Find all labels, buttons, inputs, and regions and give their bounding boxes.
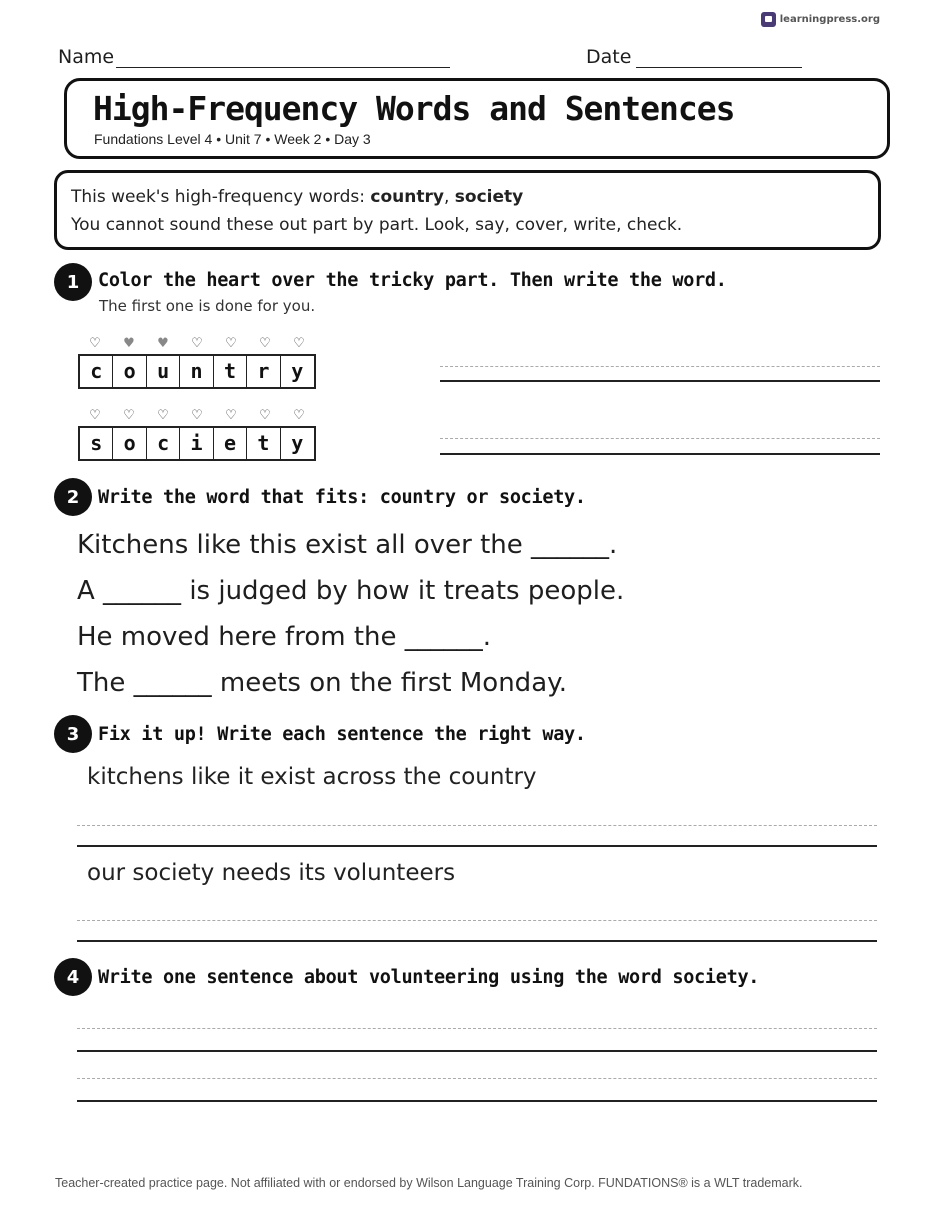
section-1-note: The first one is done for you.	[99, 297, 316, 315]
name-label: Name	[58, 46, 115, 68]
section-4-instruction: Write one sentence about volunteering using the word society.	[98, 967, 760, 988]
title-box	[64, 78, 890, 159]
heart-icon[interactable]: ♥	[123, 336, 135, 351]
section-number-2: 2	[54, 478, 92, 516]
heart-icon[interactable]: ♡	[89, 408, 101, 423]
fix-write-line-1[interactable]	[77, 825, 877, 847]
brand-logo	[761, 12, 880, 27]
fill-sentence-2: A ______ is judged by how it treats people.	[77, 576, 625, 606]
heart-icon[interactable]: ♡	[293, 408, 305, 423]
brand-text: learningpress.org	[779, 14, 880, 25]
heart-icon[interactable]: ♥	[157, 336, 169, 351]
fill-sentence-3: He moved here from the ______.	[77, 622, 492, 652]
heart-icon[interactable]: ♡	[225, 336, 237, 351]
letter-box: c	[147, 428, 180, 459]
date-field[interactable]	[636, 48, 802, 68]
letter-box: t	[214, 356, 247, 387]
intro-line-1	[71, 183, 878, 211]
book-icon	[761, 12, 776, 27]
page-title: High-Frequency Words and Sentences	[93, 89, 735, 128]
intro-box	[54, 170, 881, 250]
footer-disclaimer: Teacher-created practice page. Not affiliated with or endorsed by Wilson Language Training Corp. FUNDATIONS® is a WLT trademark.	[55, 1176, 803, 1190]
fix-sentence-2: our society needs its volunteers	[87, 860, 456, 886]
hf-word-country: country	[370, 187, 444, 207]
heart-icon[interactable]: ♡	[157, 408, 169, 423]
name-date-row	[58, 46, 818, 72]
letter-box: o	[113, 428, 146, 459]
word-write-line-1[interactable]	[440, 366, 880, 382]
word-row-society	[78, 408, 316, 461]
heart-icon[interactable]: ♡	[293, 336, 305, 351]
fix-sentence-1: kitchens like it exist across the country	[87, 764, 537, 790]
heart-icon[interactable]: ♡	[89, 336, 101, 351]
word-row-country	[78, 336, 316, 389]
letter-box: n	[180, 356, 213, 387]
letter-boxes	[78, 354, 316, 389]
page-subtitle: Fundations Level 4 • Unit 7 • Week 2 • Day 3	[94, 131, 371, 147]
heart-icon[interactable]: ♡	[225, 408, 237, 423]
section-1-instruction: Color the heart over the tricky part. Then write the word.	[98, 270, 727, 291]
section-number-3: 3	[54, 715, 92, 753]
fix-write-line-2[interactable]	[77, 920, 877, 942]
letter-box: o	[113, 356, 146, 387]
heart-icon[interactable]: ♡	[191, 408, 203, 423]
letter-box: u	[147, 356, 180, 387]
date-label: Date	[586, 46, 632, 68]
section-number-4: 4	[54, 958, 92, 996]
heart-row	[78, 336, 316, 352]
letter-box: y	[291, 431, 304, 455]
answer-write-line-1[interactable]	[77, 1028, 877, 1052]
letter-box: e	[214, 428, 247, 459]
fill-sentence-1: Kitchens like this exist all over the ______.	[77, 530, 618, 560]
intro-prefix: This week's high-frequency words:	[71, 187, 371, 207]
heart-icon[interactable]: ♡	[259, 408, 271, 423]
section-2-instruction: Write the word that fits: country or society.	[98, 487, 586, 508]
letter-box: i	[180, 428, 213, 459]
letter-box: c	[80, 356, 113, 387]
name-field[interactable]	[116, 48, 450, 68]
intro-line-2: You cannot sound these out part by part. Look, say, cover, write, check.	[71, 215, 683, 235]
heart-icon[interactable]: ♡	[123, 408, 135, 423]
letter-box: y	[291, 359, 304, 383]
letter-box: r	[247, 356, 280, 387]
heart-row	[78, 408, 316, 424]
word-write-line-2[interactable]	[440, 438, 880, 455]
intro-separator: ,	[443, 187, 455, 207]
heart-icon[interactable]: ♡	[191, 336, 203, 351]
section-number-1: 1	[54, 263, 92, 301]
letter-box: s	[80, 428, 113, 459]
letter-boxes	[78, 426, 316, 461]
fill-sentence-4: The ______ meets on the first Monday.	[77, 668, 568, 698]
section-3-instruction: Fix it up! Write each sentence the right way.	[98, 724, 586, 745]
answer-write-line-2[interactable]	[77, 1078, 877, 1102]
letter-box: t	[247, 428, 280, 459]
hf-word-society: society	[454, 187, 524, 207]
heart-icon[interactable]: ♡	[259, 336, 271, 351]
